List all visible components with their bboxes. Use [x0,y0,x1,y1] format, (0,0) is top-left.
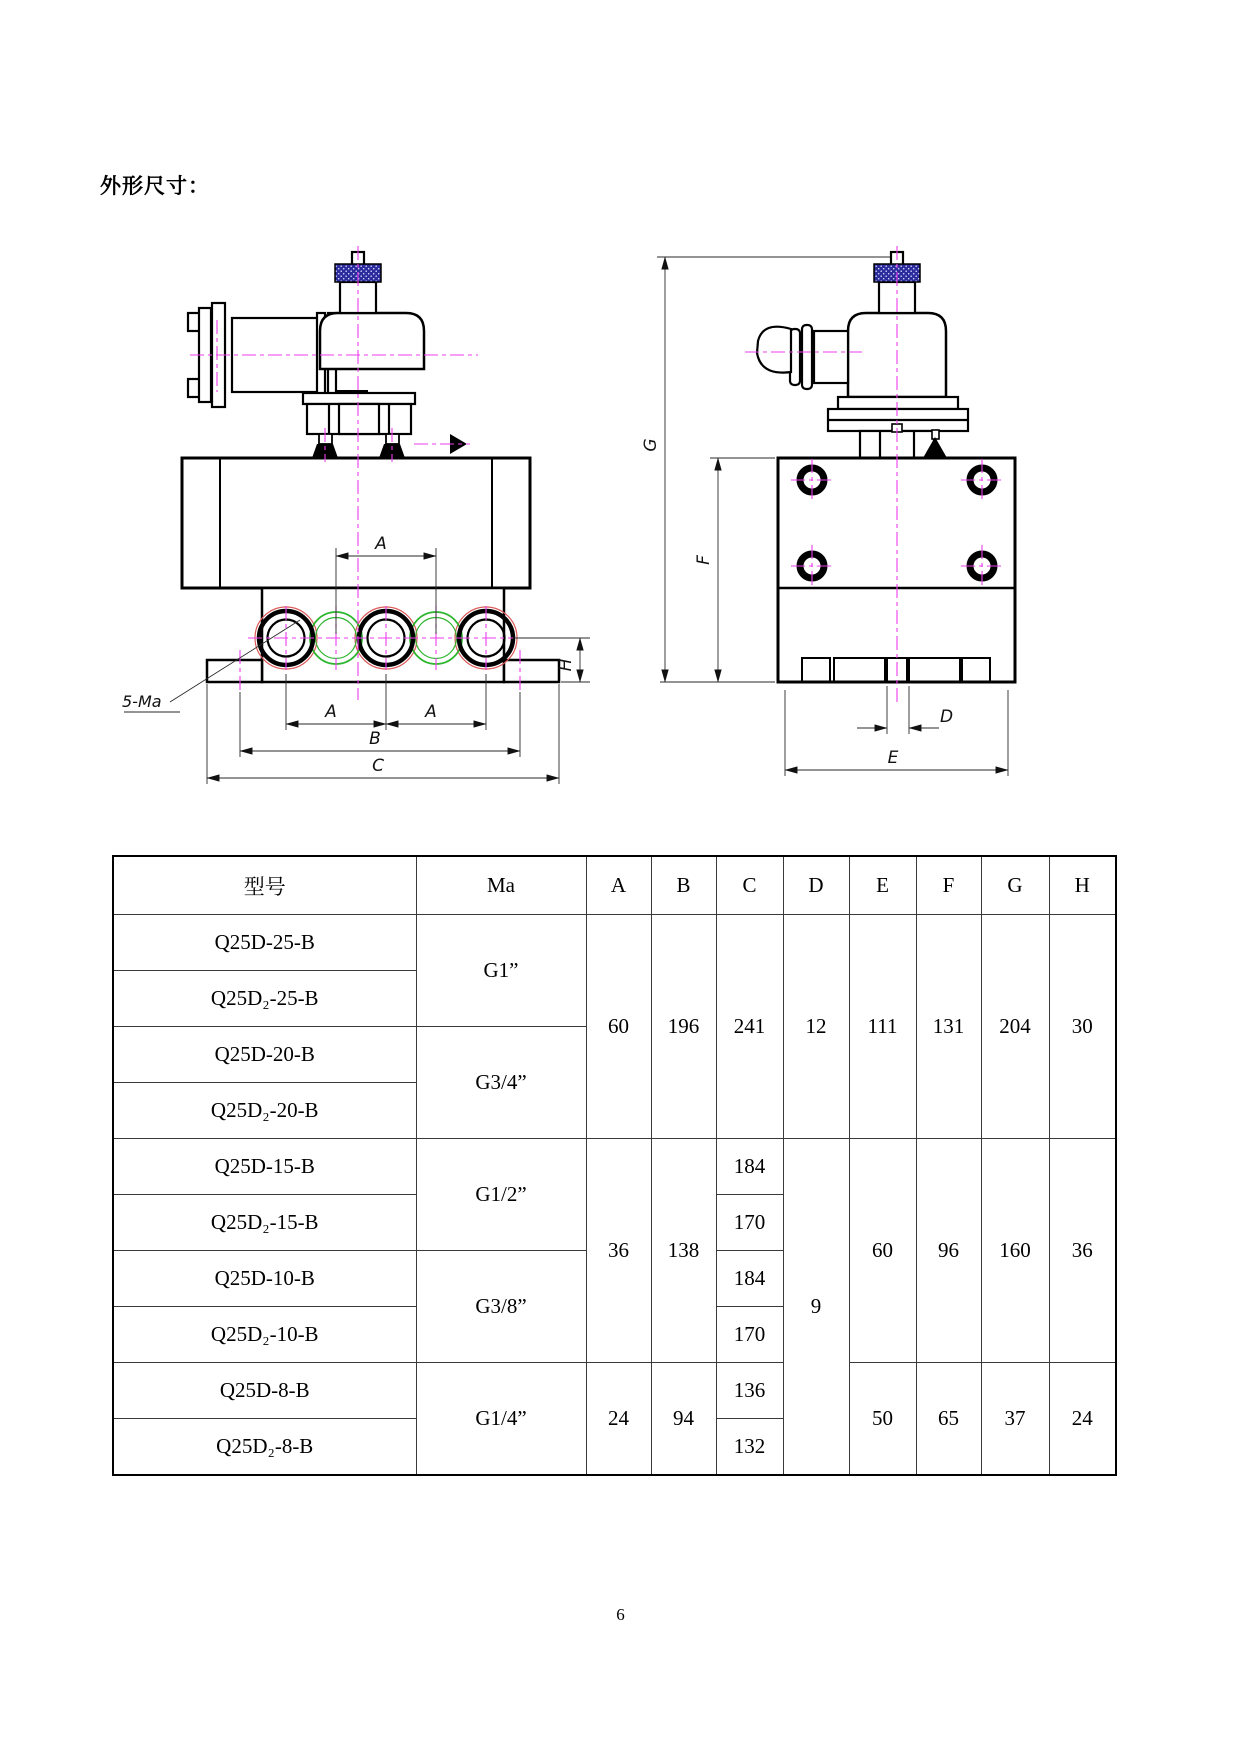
table-row [113,1139,1116,1195]
dim-d: D [940,707,954,727]
value-cell-b: 196 [651,915,716,1139]
value-cell-c: 184 [716,1139,783,1195]
value-cell-f: 131 [916,915,981,1139]
value-cell-c: 136 [716,1363,783,1419]
value-cell-h: 36 [1049,1139,1116,1363]
value-cell-a: 24 [586,1363,651,1476]
value-cell-g: 37 [981,1363,1049,1476]
table-row [113,1363,1116,1419]
header-f: F [916,856,981,915]
mounting-flange [303,393,467,458]
dim-a-left: A [325,702,337,722]
dim-f: F [694,555,714,565]
header-a: A [586,856,651,915]
ma-cell: G1” [416,915,586,1027]
value-cell-d: 12 [783,915,849,1139]
header-h: H [1049,856,1116,915]
value-cell-h: 24 [1049,1363,1116,1476]
value-cell-a: 60 [586,915,651,1139]
model-cell: Q25D₂-20-B [113,1083,416,1139]
value-cell-e: 50 [849,1363,916,1476]
value-cell-c: 170 [716,1195,783,1251]
model-cell: Q25D₂-8-B [113,1419,416,1476]
connector-cone [757,325,848,389]
dim-c: C [372,756,384,776]
model-cell: Q25D-20-B [113,1027,416,1083]
header-d: D [783,856,849,915]
ma-cell: G3/8” [416,1251,586,1363]
model-cell: Q25D-8-B [113,1363,416,1419]
page-number: 6 [616,1605,625,1624]
dim-g: G [641,438,661,452]
dim-b: B [369,729,381,749]
dimension-table [112,855,1117,1476]
foot-left [207,660,262,682]
value-cell-e: 60 [849,1139,916,1363]
value-cell-c: 241 [716,915,783,1139]
side-view [757,252,1015,682]
header-e: E [849,856,916,915]
valve-body [320,252,424,369]
model-cell: Q25D-25-B [113,915,416,971]
value-cell-f: 65 [916,1363,981,1476]
front-view [182,252,559,682]
page-title: 外形尺寸： [100,174,210,198]
dim-h: H [556,658,576,672]
value-cell-c: 184 [716,1251,783,1307]
dim-e: E [887,748,899,768]
value-cell-b: 138 [651,1139,716,1363]
value-cell-c: 132 [716,1419,783,1476]
value-cell-d: 9 [783,1139,849,1476]
ma-cell: G1/4” [416,1363,586,1476]
value-cell-e: 111 [849,915,916,1139]
dim-a-top: A [375,534,387,554]
header-c: C [716,856,783,915]
ma-cell: G1/2” [416,1139,586,1251]
dim-a-right: A [425,702,437,722]
model-cell: Q25D₂-25-B [113,971,416,1027]
table-header-row [113,856,1116,915]
foot-right [504,660,559,682]
header-model: 型号 [113,856,416,915]
value-cell-g: 204 [981,915,1049,1139]
header-ma: Ma [416,856,586,915]
table-row [113,915,1116,971]
model-cell: Q25D-10-B [113,1251,416,1307]
value-cell-a: 36 [586,1139,651,1363]
value-cell-h: 30 [1049,915,1116,1139]
value-cell-b: 94 [651,1363,716,1476]
technical-drawing [0,0,1241,810]
ports-callout: 5-Ma [122,692,162,711]
header-g: G [981,856,1049,915]
value-cell-g: 160 [981,1139,1049,1363]
value-cell-c: 170 [716,1307,783,1363]
model-cell: Q25D₂-10-B [113,1307,416,1363]
value-cell-f: 96 [916,1139,981,1363]
header-b: B [651,856,716,915]
model-cell: Q25D-15-B [113,1139,416,1195]
ma-cell: G3/4” [416,1027,586,1139]
model-cell: Q25D₂-15-B [113,1195,416,1251]
